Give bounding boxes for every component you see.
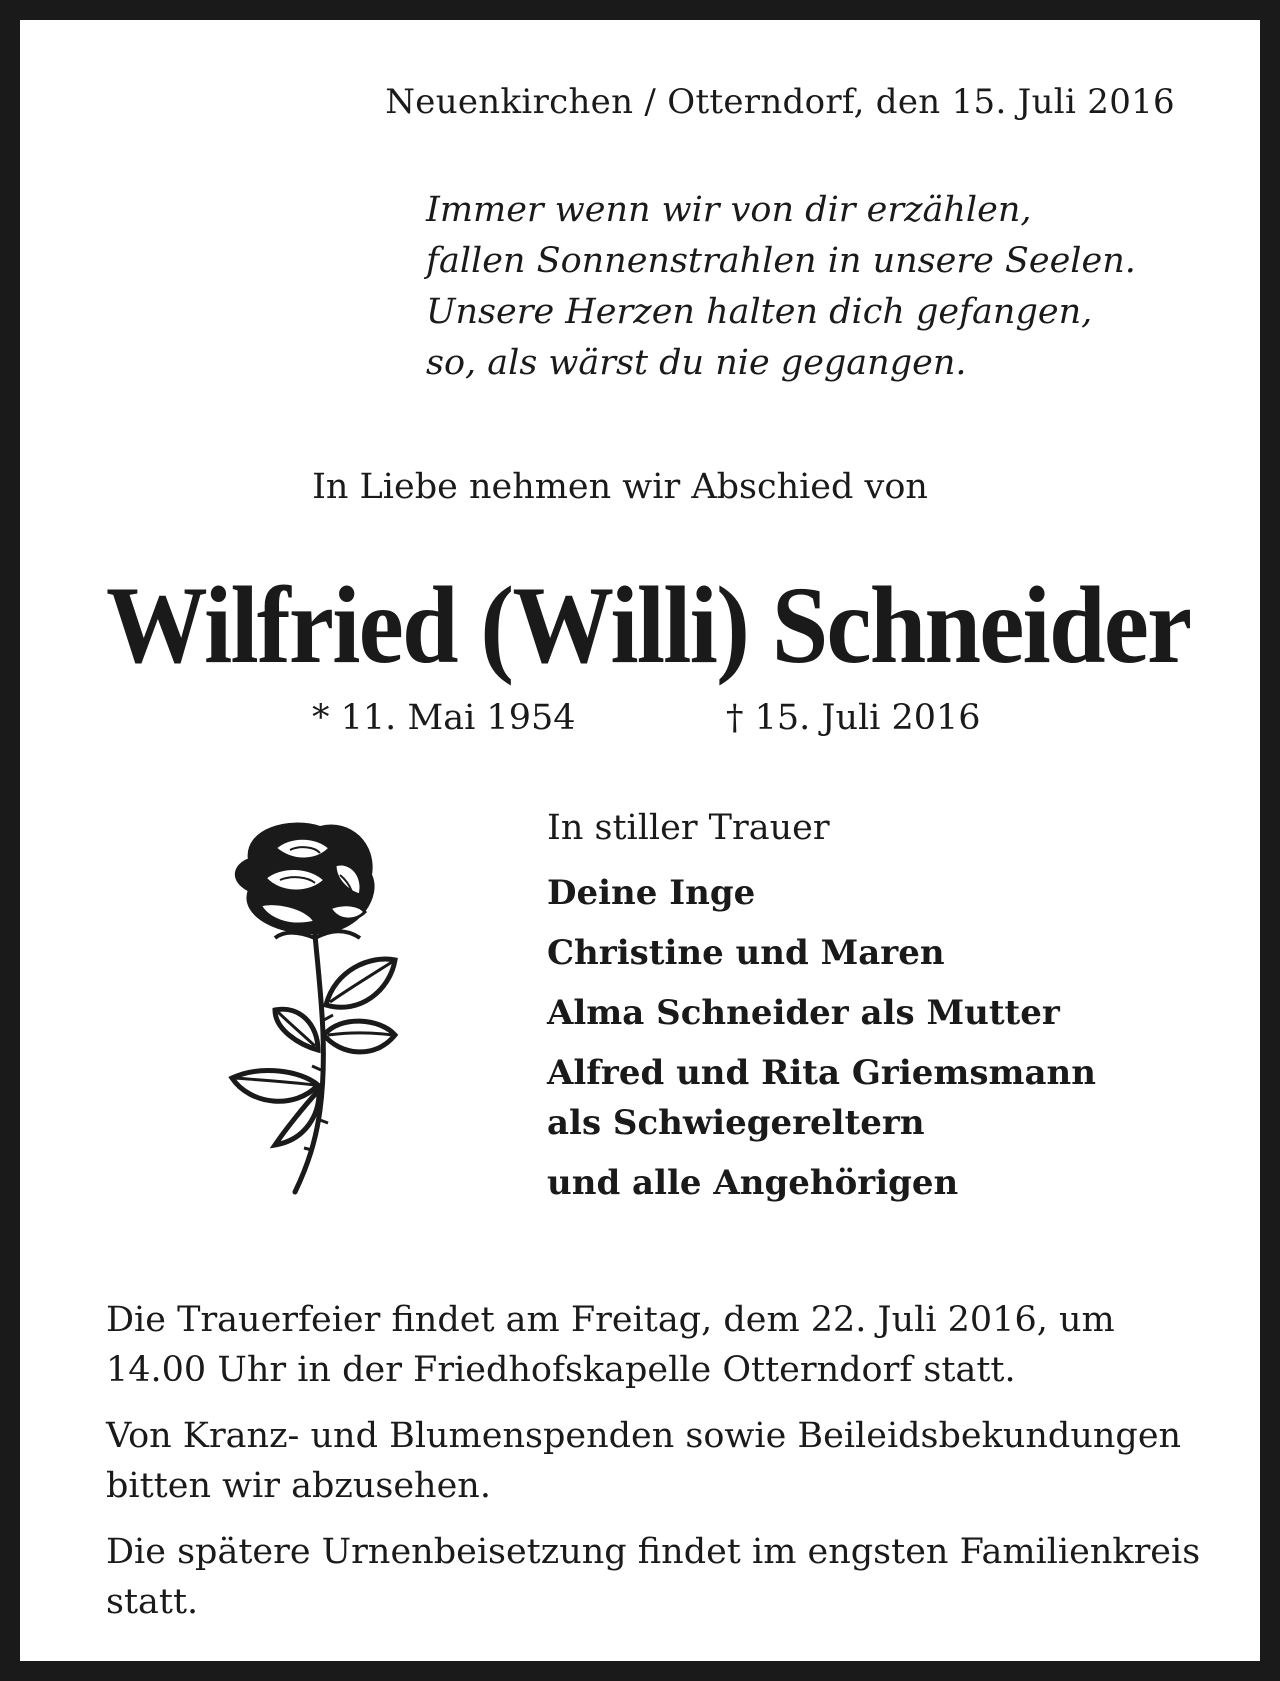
verse-line: Unsere Herzen halten dich gefangen, xyxy=(426,292,1093,332)
place-date: Neuenkirchen / Otterndorf, den 15. Juli 2016 xyxy=(385,82,1175,122)
mourner xyxy=(547,1048,1096,1148)
mourner-name: Christine und Maren xyxy=(547,933,945,973)
mourner-name: Deine Inge xyxy=(547,873,756,913)
urn-burial-notice: Die spätere Urnenbeisetzung findet im engsten Familienkreis statt. xyxy=(106,1532,1201,1622)
funeral-notices xyxy=(106,1295,1216,1627)
mourner-relation: als Schwiegereltern xyxy=(547,1103,925,1143)
deceased-name: Wilfried (Willi) Schneider xyxy=(106,564,1191,686)
verse-line: so, als wärst du nie gegangen. xyxy=(426,343,967,383)
death-date: † 15. Juli 2016 xyxy=(726,698,981,738)
mourner-name: Alma Schneider als Mutter xyxy=(547,993,1060,1033)
mourner xyxy=(547,928,1096,978)
mourner-name: und alle Angehörigen xyxy=(547,1163,959,1203)
verse-line: fallen Sonnenstrahlen in unsere Seelen. xyxy=(426,241,1136,281)
mourner xyxy=(547,988,1096,1038)
funeral-service-notice: Die Trauerfeier findet am Freitag, dem 22. Juli 2016, um 14.00 Uhr in der Friedhofskapelle Otterndorf statt. xyxy=(106,1300,1115,1390)
farewell-intro: In Liebe nehmen wir Abschied von xyxy=(312,467,928,507)
mourners-block xyxy=(547,808,1096,1218)
mourner xyxy=(547,868,1096,918)
birth-date: * 11. Mai 1954 xyxy=(312,698,576,738)
mourner-name: Alfred und Rita Griemsmann xyxy=(547,1053,1096,1093)
mourner xyxy=(547,1158,1096,1208)
rose-icon xyxy=(220,820,410,1200)
no-flowers-notice: Von Kranz- und Blumenspenden sowie Beileidsbekundungen bitten wir abzusehen. xyxy=(106,1416,1182,1506)
mourning-lead: In stiller Trauer xyxy=(547,808,830,848)
verse-line: Immer wenn wir von dir erzählen, xyxy=(426,190,1032,230)
memorial-verse xyxy=(426,185,1136,389)
